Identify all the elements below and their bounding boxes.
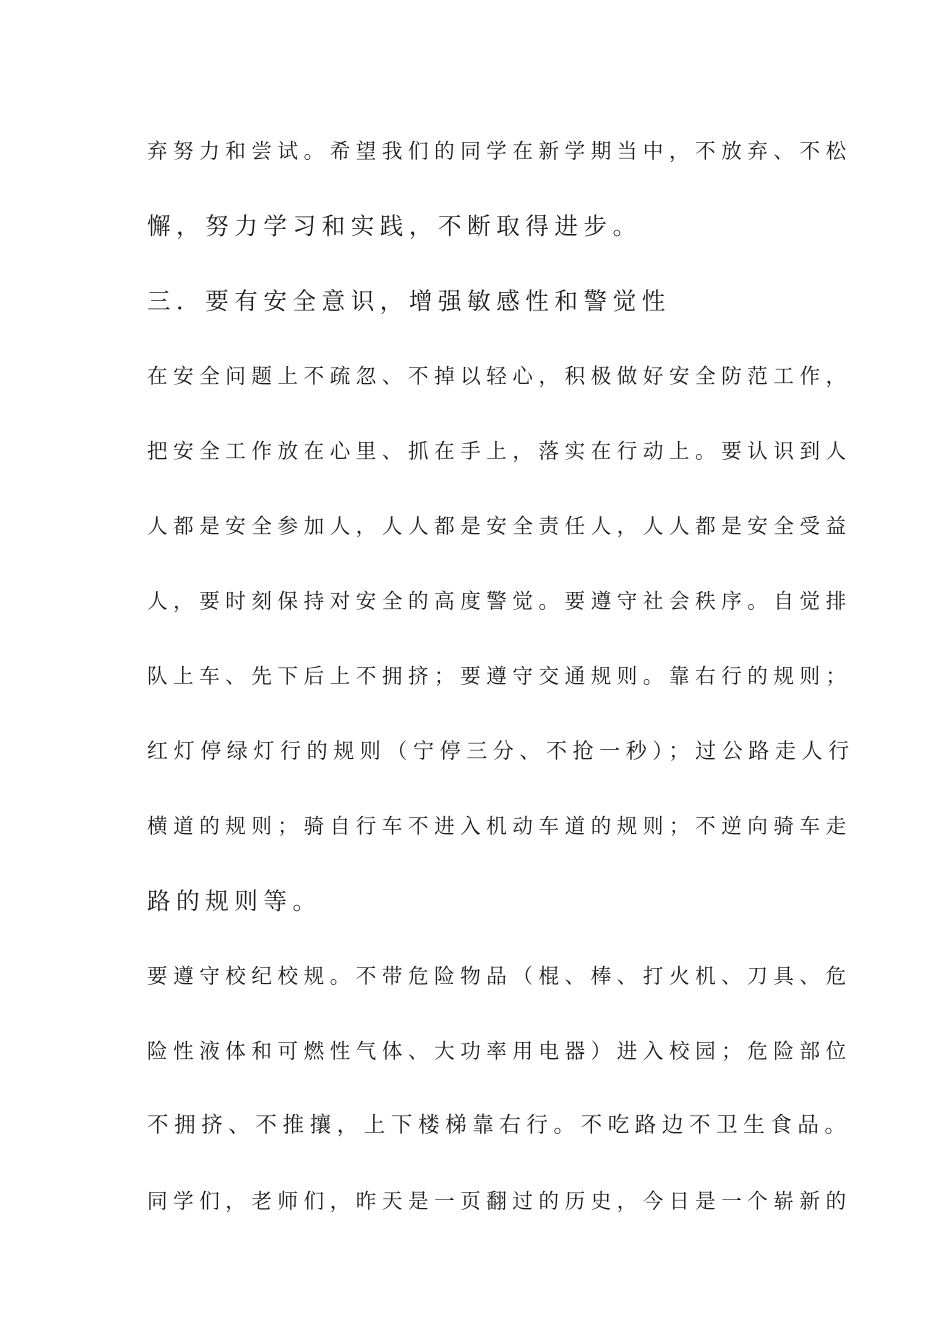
text-line: 把安全工作放在心里、抓在手上，落实在行动上。要认识到人 xyxy=(147,439,852,463)
text-line: 路的规则等。 xyxy=(147,887,322,915)
text-line: 横道的规则；骑自行车不进入机动车道的规则；不逆向骑车走 xyxy=(147,814,852,838)
text-line: 红灯停绿灯行的规则（宁停三分、不抢一秒）；过公路走人行 xyxy=(147,739,855,763)
text-line: 要遵守校纪校规。不带危险物品（棍、棒、打火机、刀具、危 xyxy=(147,964,852,988)
text-line: 险性液体和可燃性气体、大功率用电器）进入校园；危险部位 xyxy=(147,1039,852,1063)
text-line: 弃努力和尝试。希望我们的同学在新学期当中，不放弃、不松 xyxy=(147,139,852,163)
text-line: 不拥挤、不推攘，上下楼梯靠右行。不吃路边不卫生食品。 xyxy=(147,1113,852,1138)
text-line: 人都是安全参加人，人人都是安全责任人，人人都是安全受益 xyxy=(147,514,852,538)
text-line: 同学们，老师们，昨天是一页翻过的历史，今日是一个崭新的 xyxy=(147,1189,852,1213)
section-heading: 三．要有安全意识，增强敏感性和警觉性 xyxy=(147,287,671,315)
text-line: 队上车、先下后上不拥挤；要遵守交通规则。靠右行的规则； xyxy=(147,664,852,688)
text-line: 懈，努力学习和实践，不断取得进步。 xyxy=(147,212,642,240)
text-line: 在安全问题上不疏忽、不掉以轻心，积极做好安全防范工作， xyxy=(147,364,852,388)
text-line: 人，要时刻保持对安全的高度警觉。要遵守社会秩序。自觉排 xyxy=(147,589,852,613)
